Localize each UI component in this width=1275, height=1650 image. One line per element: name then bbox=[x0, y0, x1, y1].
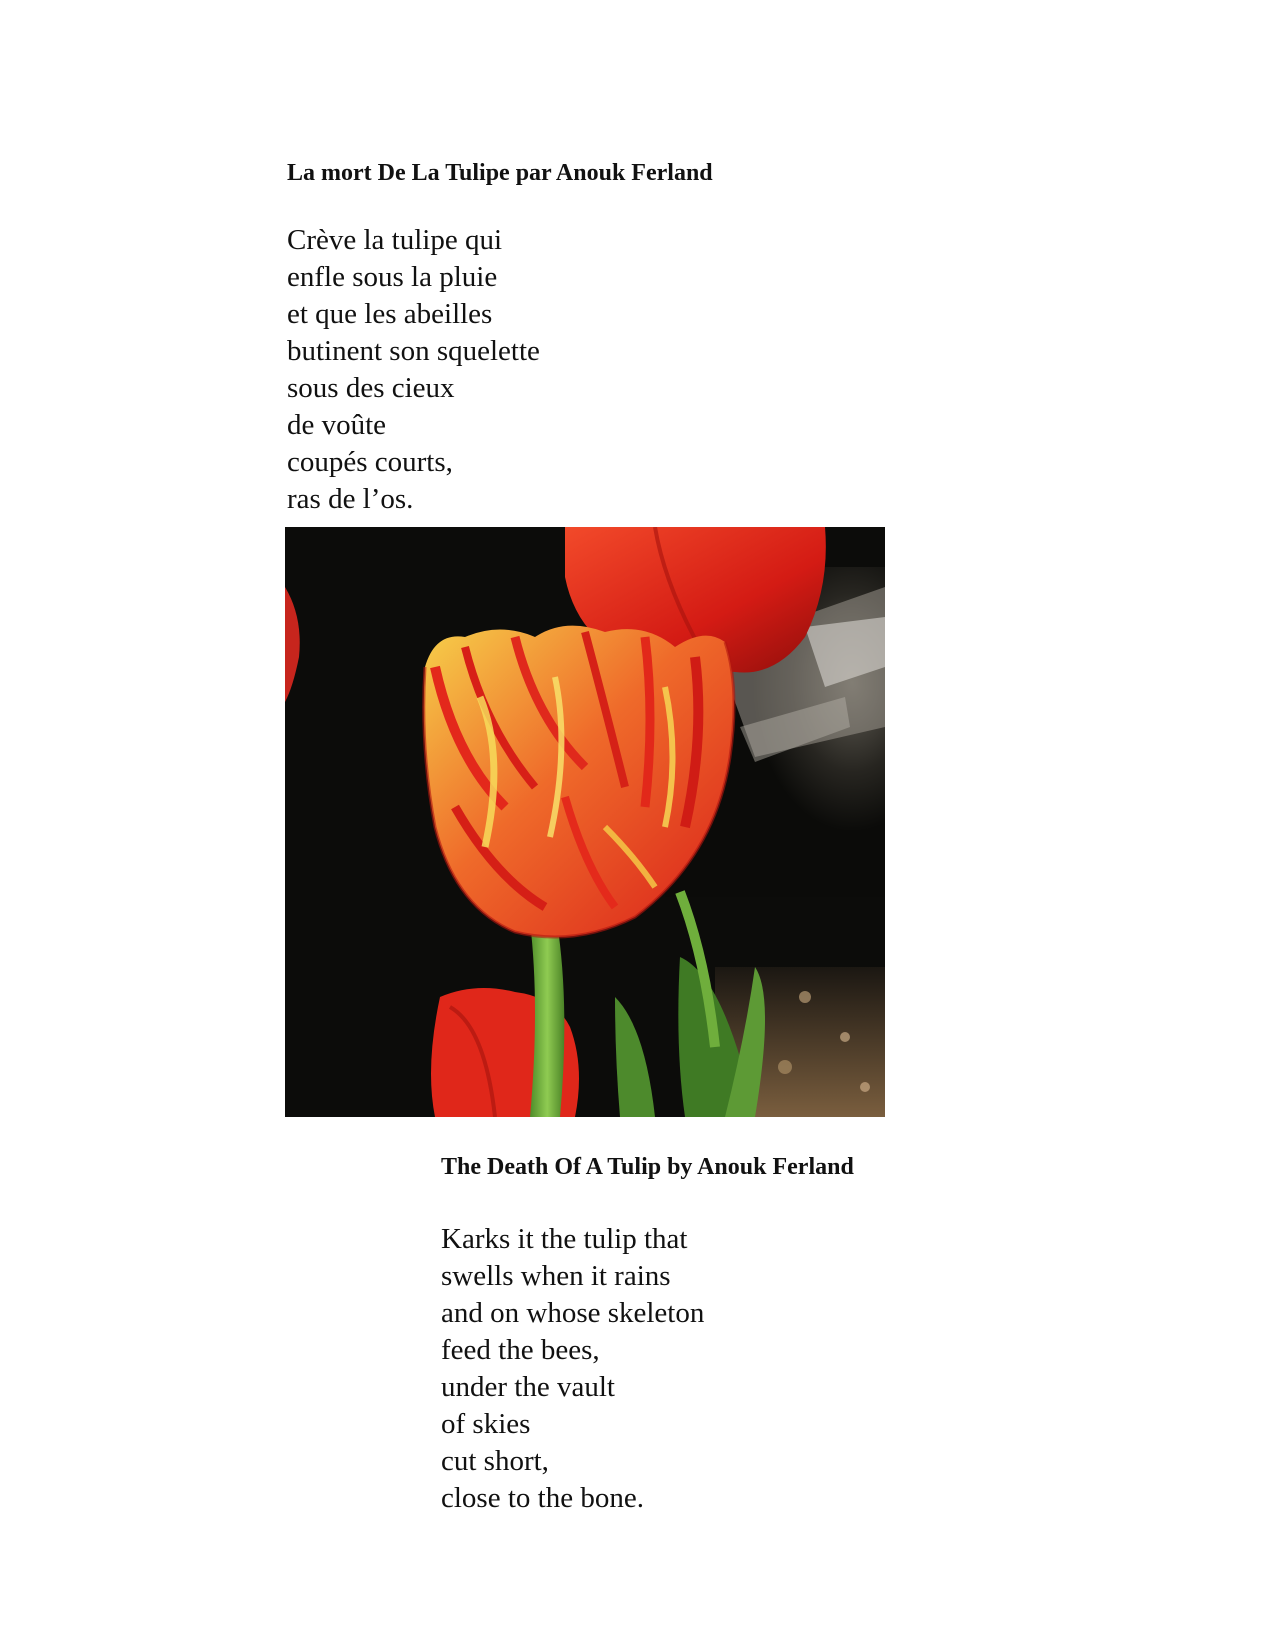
poem-line: butinent son squelette bbox=[287, 335, 540, 367]
poem-line: of skies bbox=[441, 1408, 531, 1440]
english-poem bbox=[441, 1221, 704, 1517]
poem-line: coupés courts, bbox=[287, 446, 453, 478]
poem-line: close to the bone. bbox=[441, 1482, 644, 1514]
poem-line: swells when it rains bbox=[441, 1260, 671, 1292]
poem-line: enfle sous la pluie bbox=[287, 261, 498, 293]
poem-line: and on whose skeleton bbox=[441, 1297, 705, 1329]
poem-line: feed the bees, bbox=[441, 1334, 600, 1366]
french-poem-title: La mort De La Tulipe par Anouk Ferland bbox=[287, 160, 713, 186]
tulip-photo bbox=[285, 527, 885, 1117]
poem-line: ras de l’os. bbox=[287, 483, 414, 515]
poem-line: under the vault bbox=[441, 1371, 615, 1403]
french-poem bbox=[287, 222, 540, 518]
poem-line: sous des cieux bbox=[287, 372, 455, 404]
english-poem-title: The Death Of A Tulip by Anouk Ferland bbox=[441, 1154, 854, 1180]
poem-line: cut short, bbox=[441, 1445, 549, 1477]
poem-line: Crève la tulipe qui bbox=[287, 224, 503, 256]
poem-line: de voûte bbox=[287, 409, 387, 441]
poem-line: et que les abeilles bbox=[287, 298, 493, 330]
poem-line: Karks it the tulip that bbox=[441, 1223, 688, 1255]
